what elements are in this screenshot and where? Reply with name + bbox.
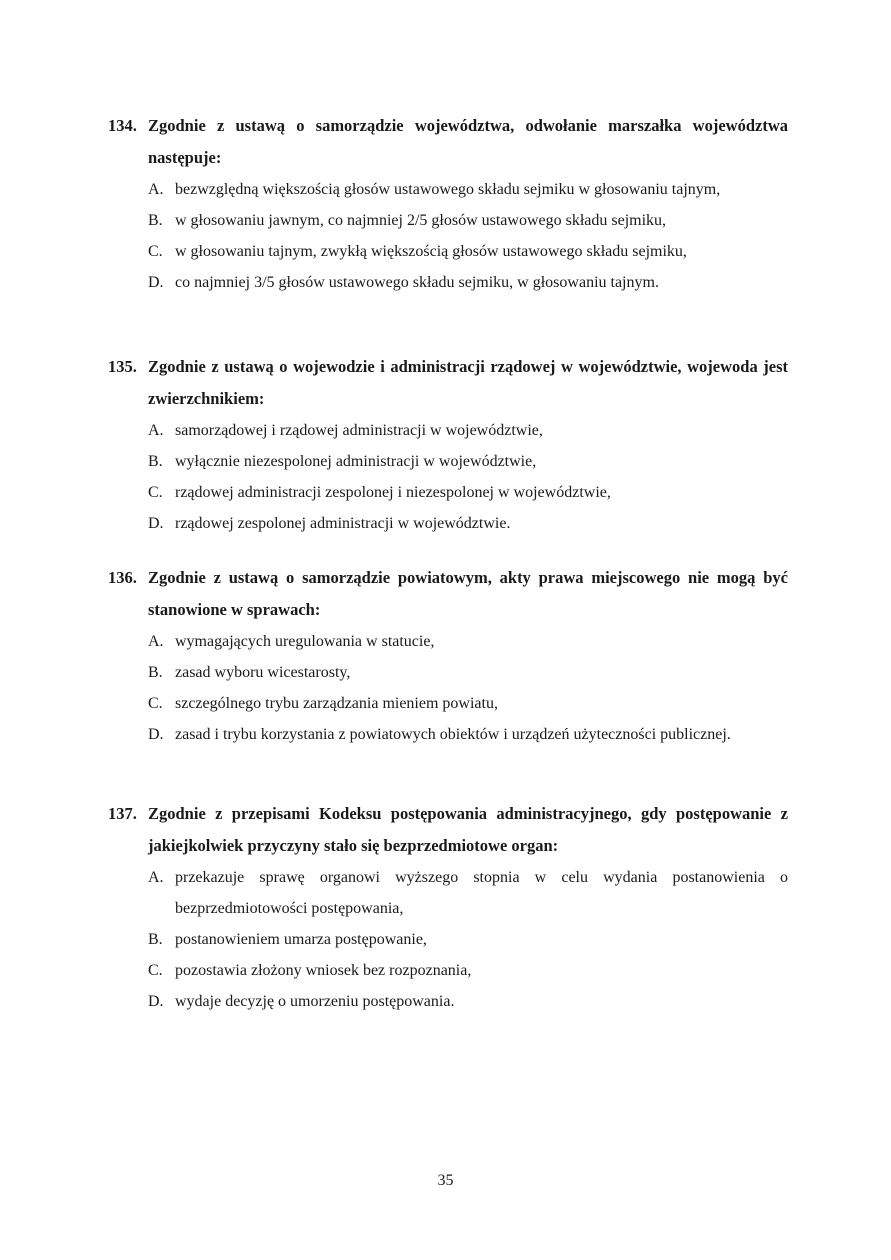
answer-option-a bbox=[148, 415, 788, 446]
question-text: Zgodnie z przepisami Kodeksu postępowania administracyjnego, gdy postępowanie z jakiejkolwiek przyczyny stało się bezprzedmiotowe organ: bbox=[148, 804, 788, 855]
option-letter: D. bbox=[148, 515, 164, 532]
option-text: samorządowej i rządowej administracji w województwie, bbox=[175, 422, 543, 439]
option-letter: B. bbox=[148, 931, 163, 948]
question-134 bbox=[108, 110, 788, 298]
page-number: 35 bbox=[437, 1172, 454, 1189]
option-text: postanowieniem umarza postępowanie, bbox=[175, 931, 427, 948]
option-letter: D. bbox=[148, 993, 164, 1010]
option-text: w głosowaniu jawnym, co najmniej 2/5 głosów ustawowego składu sejmiku, bbox=[175, 212, 667, 229]
option-letter: A. bbox=[148, 869, 164, 886]
option-letter: A. bbox=[148, 633, 164, 650]
question-137 bbox=[108, 798, 788, 1017]
question-136 bbox=[108, 562, 788, 750]
answer-option-b bbox=[148, 657, 788, 688]
question-heading bbox=[108, 798, 788, 862]
answer-option-d bbox=[148, 986, 788, 1017]
answer-options bbox=[148, 626, 788, 750]
option-letter: C. bbox=[148, 243, 163, 260]
option-letter: C. bbox=[148, 484, 163, 501]
answer-option-b bbox=[148, 924, 788, 955]
option-letter: C. bbox=[148, 962, 163, 979]
question-heading bbox=[108, 110, 788, 174]
question-heading bbox=[108, 351, 788, 415]
option-text: przekazuje sprawę organowi wyższego stopnia w celu wydania postanowienia o bezprzedmiotowości postępowania, bbox=[175, 869, 788, 917]
question-number: 135. bbox=[108, 357, 137, 376]
option-letter: D. bbox=[148, 274, 164, 291]
question-text: Zgodnie z ustawą o samorządzie województwa, odwołanie marszałka województwa następuje: bbox=[148, 116, 788, 167]
option-text: rządowej zespolonej administracji w województwie. bbox=[175, 515, 511, 532]
answer-option-a bbox=[148, 174, 788, 205]
answer-option-b bbox=[148, 205, 788, 236]
option-text: w głosowaniu tajnym, zwykłą większością głosów ustawowego składu sejmiku, bbox=[175, 243, 687, 260]
option-letter: A. bbox=[148, 181, 164, 198]
option-text: rządowej administracji zespolonej i niezespolonej w województwie, bbox=[175, 484, 611, 501]
option-text: wyłącznie niezespolonej administracji w województwie, bbox=[175, 453, 537, 470]
answer-option-d bbox=[148, 719, 788, 750]
option-text: pozostawia złożony wniosek bez rozpoznania, bbox=[175, 962, 472, 979]
answer-options bbox=[148, 174, 788, 298]
option-letter: B. bbox=[148, 212, 163, 229]
answer-options bbox=[148, 415, 788, 539]
option-text: bezwzględną większością głosów ustawowego składu sejmiku w głosowaniu tajnym, bbox=[175, 181, 721, 198]
question-text: Zgodnie z ustawą o wojewodzie i administracji rządowej w województwie, wojewoda jest zwierzchnikiem: bbox=[148, 357, 788, 408]
option-letter: B. bbox=[148, 664, 163, 681]
question-text: Zgodnie z ustawą o samorządzie powiatowym, akty prawa miejscowego nie mogą być stanowione w sprawach: bbox=[148, 568, 788, 619]
option-text: wydaje decyzję o umorzeniu postępowania. bbox=[175, 993, 455, 1010]
option-letter: A. bbox=[148, 422, 164, 439]
option-letter: D. bbox=[148, 726, 164, 743]
option-text: co najmniej 3/5 głosów ustawowego składu sejmiku, w głosowaniu tajnym. bbox=[175, 274, 659, 291]
option-text: zasad wyboru wicestarosty, bbox=[175, 664, 351, 681]
answer-option-a bbox=[148, 626, 788, 657]
option-text: zasad i trybu korzystania z powiatowych obiektów i urządzeń użyteczności publicznej. bbox=[175, 726, 731, 743]
answer-option-b bbox=[148, 446, 788, 477]
answer-option-d bbox=[148, 267, 788, 298]
question-number: 136. bbox=[108, 568, 137, 587]
option-text: wymagających uregulowania w statucie, bbox=[175, 633, 435, 650]
question-number: 137. bbox=[108, 804, 137, 823]
answer-option-d bbox=[148, 508, 788, 539]
option-text: szczególnego trybu zarządzania mieniem powiatu, bbox=[175, 695, 498, 712]
answer-option-c bbox=[148, 688, 788, 719]
answer-option-c bbox=[148, 955, 788, 986]
answer-options bbox=[148, 862, 788, 1017]
answer-option-c bbox=[148, 236, 788, 267]
question-heading bbox=[108, 562, 788, 626]
option-letter: B. bbox=[148, 453, 163, 470]
option-letter: C. bbox=[148, 695, 163, 712]
question-number: 134. bbox=[108, 116, 137, 135]
question-135 bbox=[108, 351, 788, 539]
answer-option-a bbox=[148, 862, 788, 924]
answer-option-c bbox=[148, 477, 788, 508]
